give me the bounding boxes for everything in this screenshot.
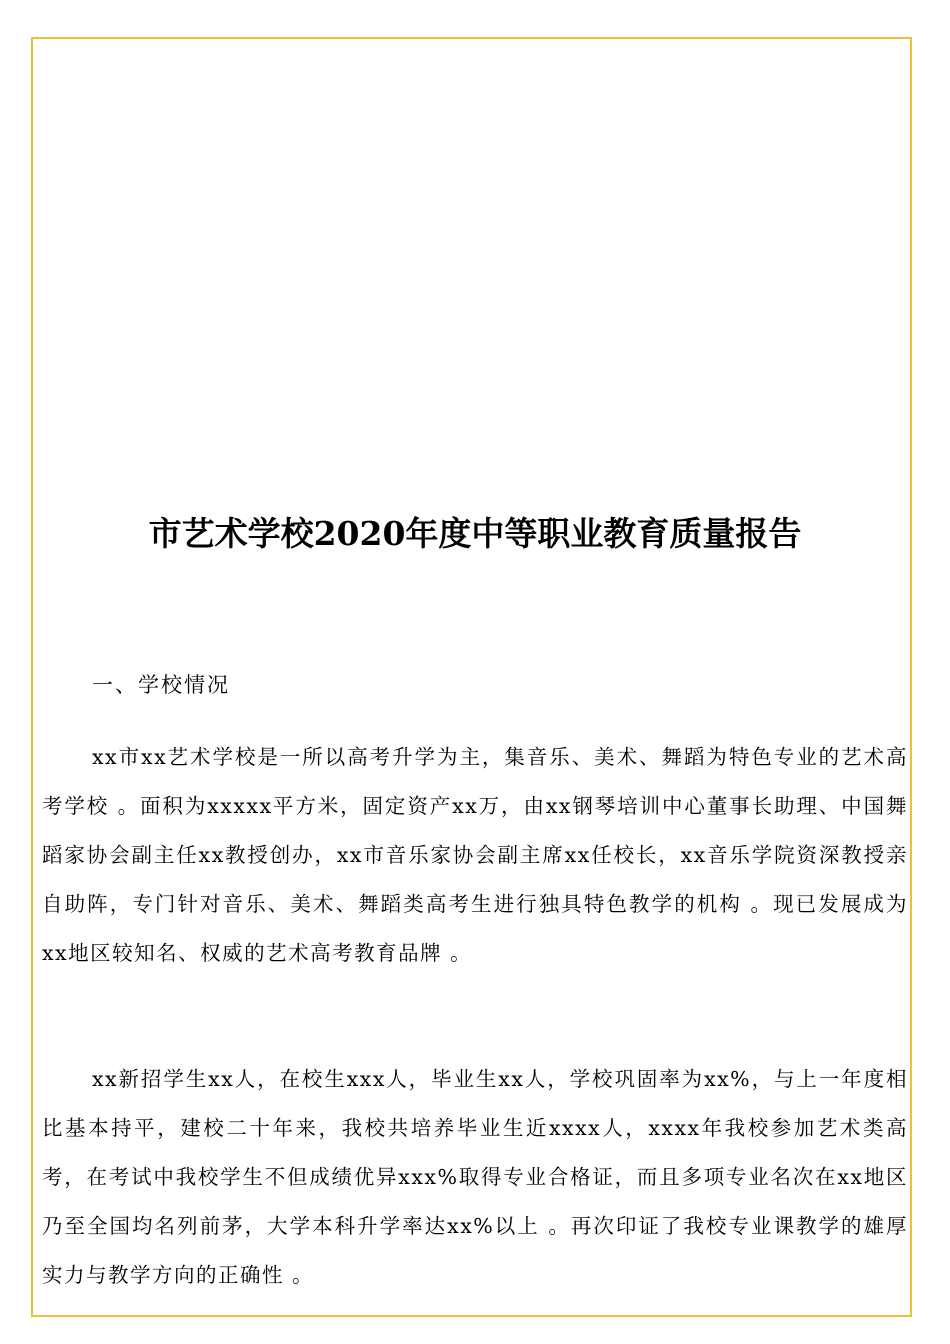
body-paragraph-2: xx新招学生xx人，在校生xxx人，毕业生xx人，学校巩固率为xx%，与上一年度相比基本持平，建校二十年来，我校共培养毕业生近xxxx人，xxxx年我校参加艺术类高考，在考试中我校学生不但成绩优异xxx%取得专业合格证，而且多项专业名次在xx地区乃至全国均名列前茅，大学本科升学率达xx%以上 。再次印证了我校专业课教学的雄厚实力与教学方向的正确性 。 bbox=[42, 1067, 908, 1287]
body-paragraph-1: xx市xx艺术学校是一所以高考升学为主，集音乐、美术、舞蹈为特色专业的艺术高考学校 。面积为xxxxx平方米，固定资产xx万，由xx钢琴培训中心董事长助理、中国舞蹈家协会副主任xx教授创办，xx市音乐家协会副主席xx任校长，xx音乐学院资深教授亲自助阵，专门针对音乐、美术、舞蹈类高考生进行独具特色教学的机构 。现已发展成为xx地区较知名、权威的艺术高考教育品牌 。 bbox=[42, 745, 908, 965]
section-heading: 一、学校情况 bbox=[92, 673, 230, 697]
document-title: 市艺术学校2020年度中等职业教育质量报告 bbox=[148, 514, 802, 553]
